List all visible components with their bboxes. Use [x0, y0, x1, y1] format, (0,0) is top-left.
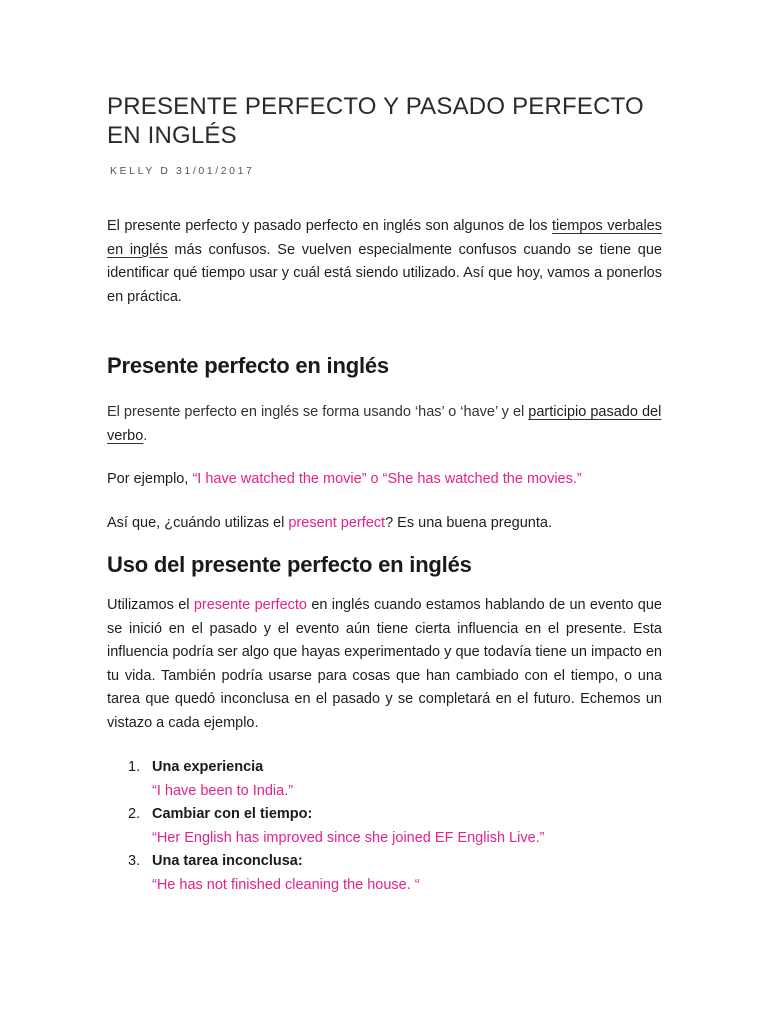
- list-item: [128, 850, 662, 897]
- question-text-after: ? Es una buena pregunta.: [385, 514, 552, 531]
- list-item-label: Cambiar con el tiempo:: [152, 806, 313, 822]
- article-title: PRESENTE PERFECTO Y PASADO PERFECTO EN INGLÉS: [107, 93, 644, 149]
- usage-text-before: Utilizamos el: [107, 597, 194, 613]
- list-item-quote: “I have been to India.”: [152, 782, 294, 799]
- example-paragraph: [107, 468, 662, 492]
- example-quote-2: “She has watched the movies.”: [382, 471, 582, 487]
- list-item-label: Una tarea inconclusa:: [152, 853, 303, 869]
- presente-perfecto-highlight: presente perfecto: [193, 597, 307, 613]
- list-item-number: 2.: [128, 806, 141, 822]
- list-item-quote: “Her English has improved since she joined EF English Live.”: [152, 829, 545, 846]
- list-item-number: 1.: [128, 759, 141, 775]
- participio-pasado-link[interactable]: participio pasado del verbo: [107, 404, 662, 444]
- usage-paragraph: [107, 594, 662, 735]
- list-item: [128, 756, 662, 803]
- question-paragraph: [107, 512, 662, 536]
- present-perfect-highlight: present perfect: [288, 514, 386, 531]
- list-item-number: 3.: [128, 853, 141, 869]
- list-item: [128, 803, 662, 850]
- usage-text-after: en inglés cuando estamos hablando de un evento que se inició en el pasado y el evento aún tiene cierta influencia en el presente. Esta influencia podría ser algo que hayas experimentado y que todavía tiene un impacto en tu vida. También podría usarse para cosas que han cambiado con el tiempo, o una tarea que quedó inconclusa en el pasado y se completará en el futuro. Echemos un vistazo a cada ejemplo.: [107, 597, 662, 731]
- intro-paragraph: [107, 215, 662, 309]
- example-prefix: Por ejemplo,: [107, 471, 193, 487]
- examples-list: [107, 756, 662, 897]
- formation-text-before: El presente perfecto en inglés se forma usando ‘has’ o ‘have’ y el: [107, 404, 529, 420]
- tiempos-verbales-link[interactable]: tiempos verbales en inglés: [107, 218, 662, 258]
- example-quote-1: “I have watched the movie”: [192, 471, 367, 487]
- article-byline: KELLY D 31/01/2017: [110, 165, 255, 177]
- intro-text-after: más confusos. Se vuelven especialmente confusos cuando se tiene que identificar qué tiempo usar y cuál está siendo utilizado. Así que hoy, vamos a ponerlos en práctica.: [107, 241, 662, 305]
- list-item-label: Una experiencia: [152, 759, 264, 775]
- section-heading-uso: Uso del presente perfecto en inglés: [107, 552, 472, 577]
- formation-paragraph: [107, 401, 662, 448]
- list-item-quote: “He has not finished cleaning the house. “: [152, 876, 420, 893]
- intro-text-before: El presente perfecto y pasado perfecto en inglés son algunos de los: [107, 218, 552, 234]
- section-heading-presente-perfecto: Presente perfecto en inglés: [107, 353, 389, 378]
- formation-text-after: .: [143, 427, 148, 444]
- question-text-before: Así que, ¿cuándo utilizas el: [107, 514, 289, 531]
- example-connector: o: [366, 471, 383, 487]
